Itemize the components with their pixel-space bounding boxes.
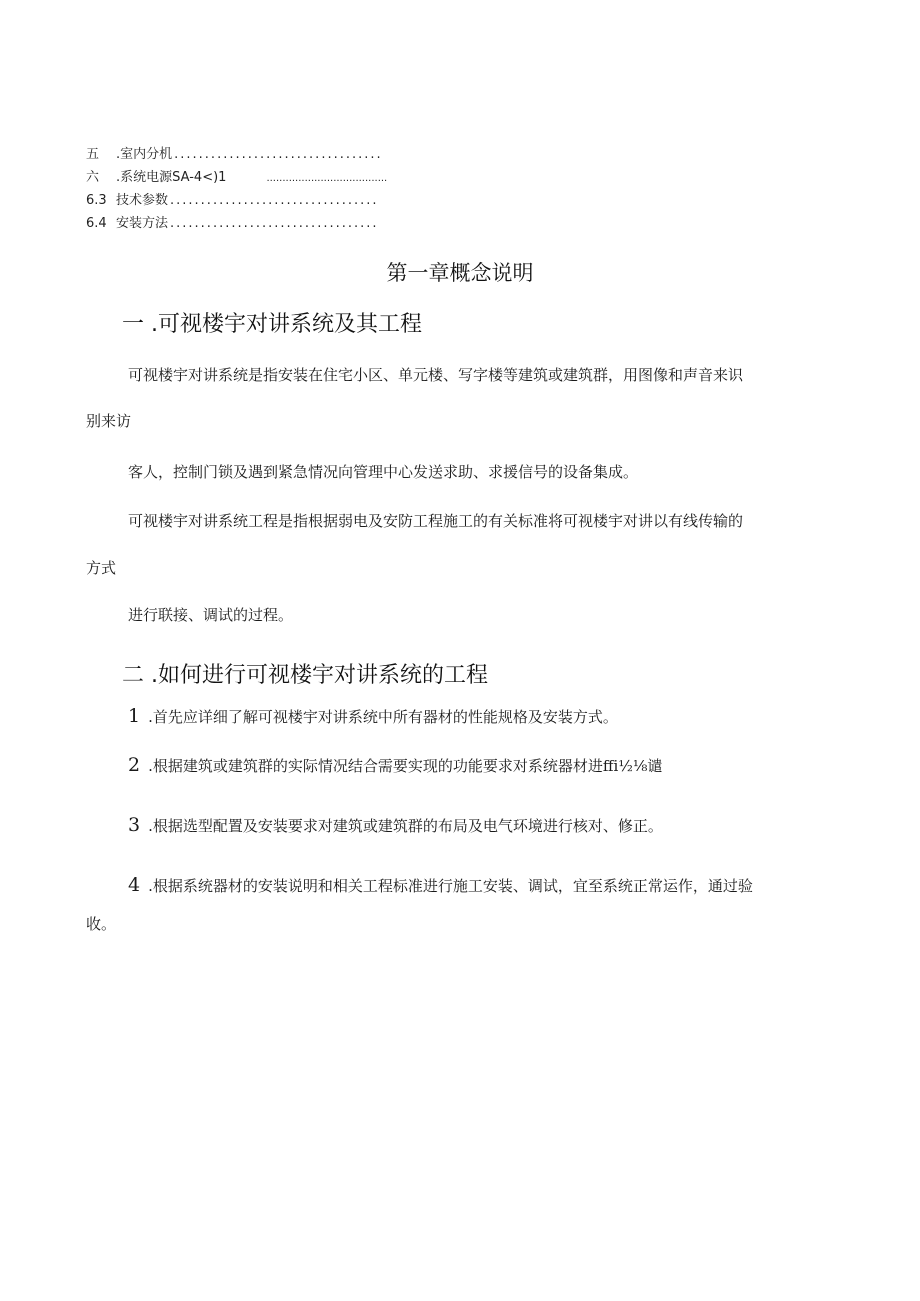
table-of-contents <box>86 143 486 235</box>
paragraph-3-line-2: 方式 <box>86 559 117 577</box>
toc-entry[interactable] <box>86 166 486 189</box>
section-heading-2: 二 .如何进行可视楼宇对讲系统的工程 <box>122 663 488 688</box>
list-item-text: .根据建筑或建筑群的实际情况结合需要实现的功能要求对系统器材进ffi½⅛谴 <box>148 757 663 775</box>
list-item-text: .根据系统器材的安装说明和相关工程标准进行施工安装、调试，宜至系统正常运作，通过验 <box>148 877 753 895</box>
list-item-number: 2 <box>128 754 141 776</box>
toc-number: 6.3 <box>86 193 107 208</box>
list-item-number: 3 <box>128 814 141 836</box>
list-item-number: 4 <box>128 874 141 896</box>
list-item-continuation: 收。 <box>86 915 117 933</box>
toc-title: .系统电源SA-4<)1 <box>116 170 227 185</box>
paragraph-1-line-2: 别来访 <box>86 412 132 430</box>
toc-leader: .................................. <box>174 147 383 162</box>
list-item-number: 1 <box>128 705 141 727</box>
list-item <box>128 814 663 836</box>
list-item-text: .根据选型配置及安装要求对建筑或建筑群的布局及电气环境进行核对、修正。 <box>148 817 663 835</box>
paragraph-3-line-1: 可视楼宇对讲系统工程是指根据弱电及安防工程施工的有关标准将可视楼宇对讲以有线传输的 <box>128 512 744 530</box>
toc-leader: .................................. <box>170 193 379 208</box>
toc-number: 五 <box>86 147 100 162</box>
toc-number: 六 <box>86 170 100 185</box>
toc-title: 安装方法 <box>116 216 169 231</box>
toc-number: 6.4 <box>86 216 107 231</box>
toc-title: 技术参数 <box>116 193 169 208</box>
toc-entry[interactable] <box>86 189 486 212</box>
toc-title: .室内分机 <box>116 147 173 162</box>
toc-entry[interactable] <box>86 212 486 235</box>
toc-entry[interactable] <box>86 143 486 166</box>
toc-leader: .................................. <box>170 216 379 231</box>
section-heading-1: 一 .可视楼宇对讲系统及其工程 <box>122 312 422 337</box>
paragraph-4: 进行联接、调试的过程。 <box>128 606 294 624</box>
list-item <box>128 874 753 896</box>
list-item <box>128 754 662 776</box>
toc-leader: ...................................... <box>266 173 388 184</box>
chapter-title: 第一章概念说明 <box>386 261 534 285</box>
list-item <box>128 705 618 727</box>
list-item-text: .首先应详细了解可视楼宇对讲系统中所有器材的性能规格及安装方式。 <box>148 708 618 726</box>
paragraph-1-line-1: 可视楼宇对讲系统是指安装在住宅小区、单元楼、写字楼等建筑或建筑群，用图像和声音来识 <box>128 366 744 384</box>
paragraph-2: 客人，控制门锁及遇到紧急情况向管理中心发送求助、求援信号的设备集成。 <box>128 463 639 481</box>
